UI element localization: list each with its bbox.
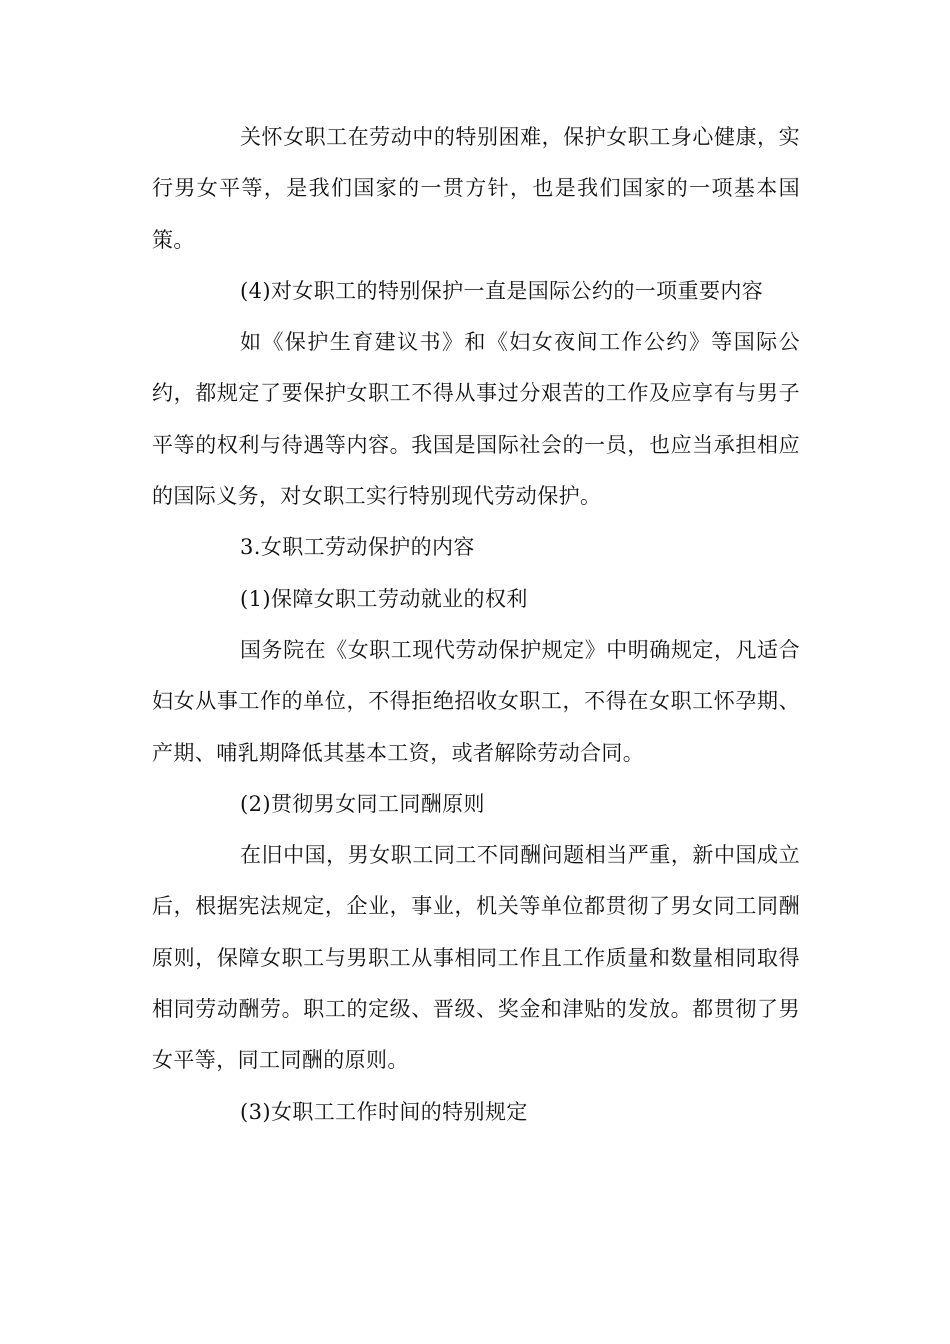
heading-employment-rights: (1)保障女职工劳动就业的权利 [240,586,528,611]
heading-working-hours: (3)女职工工作时间的特别规定 [240,1099,528,1124]
section-heading-protection-content: 3.女职工劳动保护的内容 [240,535,475,560]
paragraph-employment-rights: 国务院在《女职工现代劳动保护规定》中明确规定，凡适合妇女从事工作的单位，不得拒绝招收女职工，不得在女职工怀孕期、产期、哺乳期降低其基本工资，或者解除劳动合同。 [152,637,800,765]
heading-equal-pay: (2)贯彻男女同工同酬原则 [240,791,485,816]
paragraph-equal-pay: 在旧中国，男女职工同工不同酬问题相当严重，新中国成立后，根据宪法规定，企业，事业，机关等单位都贯彻了男女同工同酬原则，保障女职工与男职工从事相同工作且工作质量和数量相同取得相同劳动酬劳。职工的定级、晋级、奖金和津贴的发放。都贯彻了男女平等，同工同酬的原则。 [152,843,800,1073]
heading-international-conventions: (4)对女职工的特别保护一直是国际公约的一项重要内容 [240,278,764,303]
paragraph-conventions: 如《保护生育建议书》和《妇女夜间工作公约》等国际公约，都规定了要保护女职工不得从事过分艰苦的工作及应享有与男子平等的权利与待遇等内容。我国是国际社会的一员，也应当承担相应的国际义务，对女职工实行特别现代劳动保护。 [152,330,800,509]
document-body [152,112,800,1138]
paragraph-intro: 关怀女职工在劳动中的特别困难，保护女职工身心健康，实行男女平等，是我们国家的一贯方针，也是我们国家的一项基本国策。 [152,125,800,252]
